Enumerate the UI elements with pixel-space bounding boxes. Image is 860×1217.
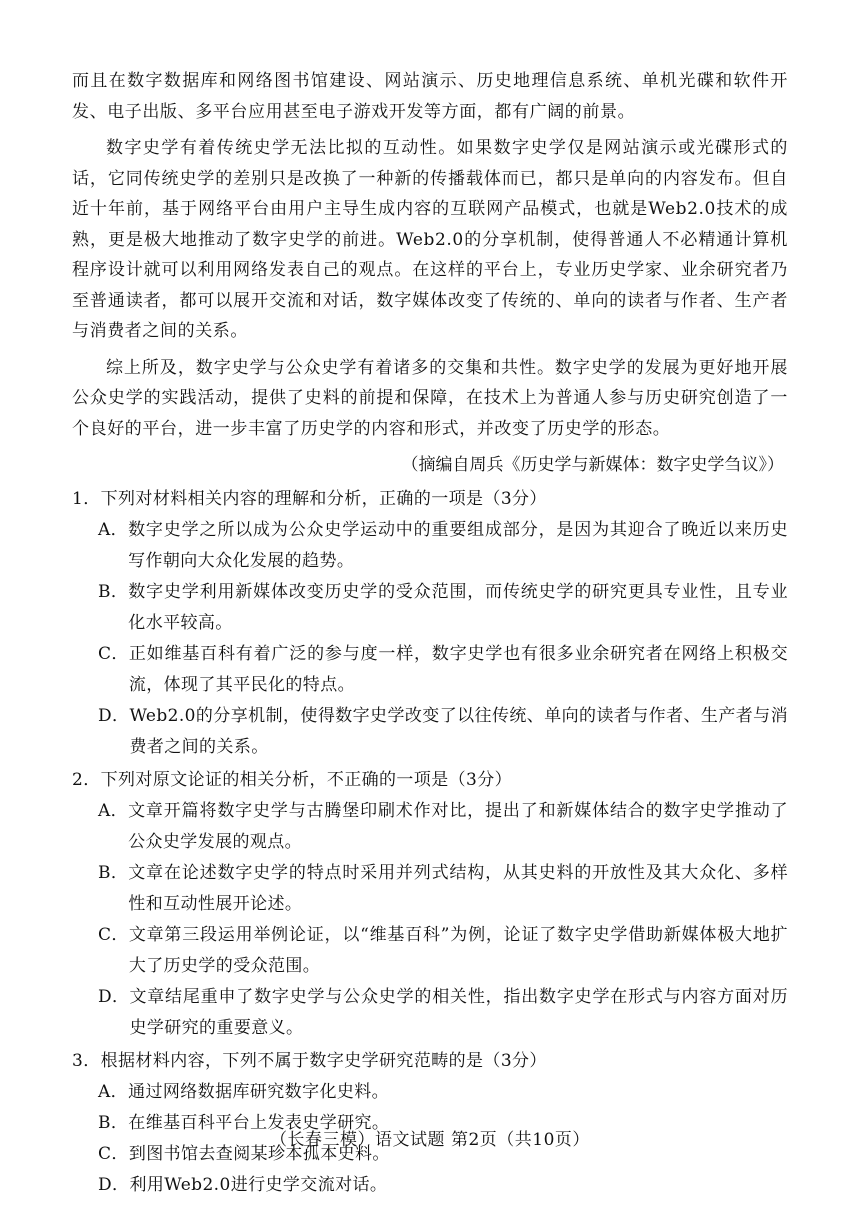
option-d: [72, 982, 788, 1044]
option-text: Web2.0的分享机制，使得数字史学改变了以往传统、单向的读者与作者、生产者与消费者之间的关系。: [129, 706, 788, 757]
question-stem: 3．根据材料内容，下列不属于数字史学研究范畴的是（3分）: [72, 1051, 547, 1071]
option-d: [72, 1170, 788, 1201]
option-label: B．: [98, 863, 129, 883]
option-label: C．: [98, 1144, 129, 1164]
option-label: D．: [98, 706, 130, 726]
passage-paragraph-2: 数字史学有着传统史学无法比拟的互动性。如果数字史学仅是网站演示或光碟形式的话，它同传统史学的差别只是改换了一种新的传播载体而已，都只是单向的内容发布。但自近十年前，基于网络平台由用户主导生成内容的互联网产品模式，也就是Web2.0技术的成熟，更是极大地推动了数字史学的前进。Web2.0的分享机制，使得普通人不必精通计算机程序设计就可以利用网络发表自己的观点。在这样的平台上，专业历史学家、业余研究者乃至普通读者，都可以展开交流和对话，数字媒体改变了传统的、单向的读者与作者、生产者与消费者之间的关系。: [72, 138, 788, 341]
option-text: 数字史学之所以成为公众史学运动中的重要组成部分，是因为其迎合了晚近以来历史写作朝向大众化发展的趋势。: [128, 520, 788, 571]
option-label: A．: [98, 801, 129, 821]
option-a: [72, 515, 788, 577]
option-text: 在维基百科平台上发表史学研究。: [128, 1113, 390, 1133]
option-text: 利用Web2.0进行史学交流对话。: [129, 1175, 388, 1195]
option-label: B．: [98, 1113, 129, 1133]
question-2: [72, 765, 788, 1044]
option-text: 文章开篇将数字史学与古腾堡印刷术作对比，提出了和新媒体结合的数字史学推动了公众史学发展的观点。: [128, 801, 788, 852]
reading-passage: [72, 66, 788, 480]
question-3: [72, 1046, 788, 1201]
option-text: 正如维基百科有着广泛的参与度一样，数字史学也有很多业余研究者在网络上积极交流，体现了其平民化的特点。: [128, 644, 788, 695]
option-text: 文章在论述数字史学的特点时采用并列式结构，从其史料的开放性及其大众化、多样性和互动性展开论述。: [128, 863, 788, 914]
option-d: [72, 701, 788, 763]
option-a: [72, 1077, 788, 1108]
option-label: D．: [98, 1175, 130, 1195]
passage-paragraph-1: 而且在数字数据库和网络图书馆建设、网站演示、历史地理信息系统、单机光碟和软件开发、电子出版、多平台应用甚至电子游戏开发等方面，都有广阔的前景。: [72, 71, 788, 122]
option-text: 文章第三段运用举例论证，以“维基百科”为例，论证了数字史学借助新媒体极大地扩大了历史学的受众范围。: [128, 925, 788, 976]
option-label: C．: [98, 925, 129, 945]
option-b: [72, 858, 788, 920]
question-stem: 1．下列对材料相关内容的理解和分析，正确的一项是（3分）: [72, 489, 547, 509]
option-text: 到图书馆去查阅某珍本孤本史料。: [128, 1144, 390, 1164]
option-b: [72, 577, 788, 639]
passage-paragraph-3: 综上所及，数字史学与公众史学有着诸多的交集和共性。数字史学的发展为更好地开展公众史学的实践活动，提供了史料的前提和保障，在技术上为普通人参与历史研究创造了一个良好的平台，进一步丰富了历史学的内容和形式，并改变了历史学的形态。: [72, 357, 788, 439]
passage-source: （摘编自周兵《历史学与新媒体：数字史学刍议》）: [401, 455, 784, 475]
option-label: A．: [98, 1082, 129, 1102]
option-label: D．: [98, 987, 130, 1007]
option-a: [72, 796, 788, 858]
option-c: [72, 920, 788, 982]
option-label: A．: [98, 520, 129, 540]
option-text: 文章结尾重申了数字史学与公众史学的相关性，指出数字史学在形式与内容方面对历史学研究的重要意义。: [129, 987, 788, 1038]
option-label: B．: [98, 582, 129, 602]
option-c: [72, 639, 788, 701]
option-label: C．: [98, 644, 129, 664]
option-text: 数字史学利用新媒体改变历史学的受众范围，而传统史学的研究更具专业性，且专业化水平较高。: [128, 582, 788, 633]
question-stem: 2．下列对原文论证的相关分析，不正确的一项是（3分）: [72, 770, 513, 790]
option-text: 通过网络数据库研究数字化史料。: [128, 1082, 390, 1102]
question-1: [72, 484, 788, 763]
page-footer: （长春三模）语文试题 第2页（共10页）: [270, 1130, 590, 1150]
